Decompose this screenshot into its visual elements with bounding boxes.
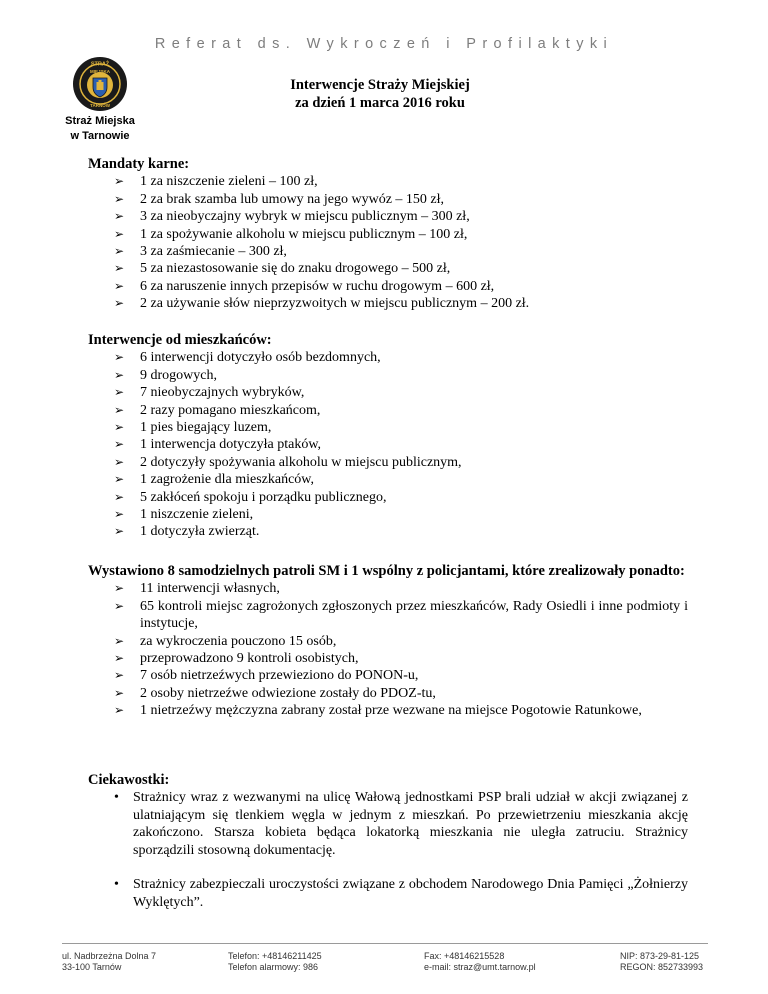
list-item xyxy=(88,702,688,719)
bullet-icon: ➢ xyxy=(114,261,125,276)
department-header: Referat ds. Wykroczeń i Profilaktyki xyxy=(154,36,614,52)
list-item xyxy=(88,243,688,260)
list-item xyxy=(88,523,688,540)
bullet-icon: ➢ xyxy=(114,598,125,613)
bullet-icon: ➢ xyxy=(114,402,125,417)
city-guard-emblem xyxy=(72,56,128,112)
resident-interventions-list xyxy=(88,349,688,540)
list-item xyxy=(88,580,688,597)
list-item xyxy=(88,436,688,453)
list-item xyxy=(88,685,688,702)
resident-interventions-section xyxy=(88,332,688,541)
bullet-icon: ➢ xyxy=(114,581,125,596)
footer-city: 33-100 Tarnów xyxy=(62,962,122,972)
list-item xyxy=(88,384,688,401)
document-title-line2: za dzień 1 marca 2016 roku xyxy=(295,95,465,111)
trivia-section xyxy=(88,772,688,929)
list-item-text: 2 dotyczyły spożywania alkoholu w miejscu publicznym, xyxy=(140,454,462,470)
footer-contact xyxy=(424,951,536,973)
trivia-heading: Ciekawostki: xyxy=(88,772,170,788)
patrols-section xyxy=(88,563,688,720)
list-item xyxy=(88,367,688,384)
list-item xyxy=(88,650,688,667)
bullet-icon: • xyxy=(114,877,119,893)
bullet-icon: ➢ xyxy=(114,437,125,452)
list-item-text: 1 niszczenie zieleni, xyxy=(140,507,254,523)
footer-street: ul. Nadbrzeżna Dolna 7 xyxy=(62,951,157,961)
document-title xyxy=(230,76,530,112)
footer-phones xyxy=(228,951,322,973)
svg-text:TARNÓW: TARNÓW xyxy=(90,103,110,108)
bullet-icon: ➢ xyxy=(114,367,125,382)
list-item xyxy=(88,471,688,488)
footer-registry xyxy=(620,951,703,973)
list-item xyxy=(88,667,688,684)
bullet-icon: ➢ xyxy=(114,278,125,293)
footer-phone: Telefon: +48146211425 xyxy=(228,951,322,961)
trivia-list xyxy=(88,789,688,911)
bullet-icon: ➢ xyxy=(114,209,125,224)
list-item xyxy=(88,173,688,190)
bullet-icon: ➢ xyxy=(114,385,125,400)
list-item xyxy=(88,295,688,312)
footer-email: e-mail: straz@umt.tarnow.pl xyxy=(424,962,536,972)
list-item-text: 3 za zaśmiecanie – 300 zł, xyxy=(140,244,287,260)
list-item-text: Strażnicy wraz z wezwanymi na ulicę Wałową jednostkami PSP brali udział w akcji związanej z ulatniającym się tlenkiem węgla w jednym z mieszkań. Po przewietrzeniu mieszkania akcję zakończono. Starsza kobieta będąca lokatorką mieszkania nie uległa zatruciu. Strażnicy sporządzili stosowną dokumentację. xyxy=(133,790,688,858)
organization-name-line1: Straż Miejska xyxy=(65,115,135,127)
list-item xyxy=(88,260,688,277)
bullet-icon: ➢ xyxy=(114,703,125,718)
list-item xyxy=(88,278,688,295)
footer-nip: NIP: 873-29-81-125 xyxy=(620,951,700,961)
list-item xyxy=(88,349,688,366)
bullet-icon: ➢ xyxy=(114,651,125,666)
bullet-icon: ➢ xyxy=(114,633,125,648)
bullet-icon: ➢ xyxy=(114,350,125,365)
list-item xyxy=(88,789,688,859)
list-item-text: 11 interwencji własnych, xyxy=(140,581,280,597)
footer-divider xyxy=(62,943,708,944)
bullet-icon: ➢ xyxy=(114,226,125,241)
bullet-icon: ➢ xyxy=(114,454,125,469)
bullet-icon: ➢ xyxy=(114,296,125,311)
list-item xyxy=(88,633,688,650)
bullet-icon: ➢ xyxy=(114,507,125,522)
organization-name-line2: w Tarnowie xyxy=(70,130,130,142)
footer-alarm-phone: Telefon alarmowy: 986 xyxy=(228,962,319,972)
list-item xyxy=(88,489,688,506)
bullet-icon: ➢ xyxy=(114,524,125,539)
list-item-text: 2 za brak szamba lub umowy na jego wywóz – 150 zł, xyxy=(140,191,445,207)
resident-interventions-heading: Interwencje od mieszkańców: xyxy=(88,332,272,348)
list-item-text: 65 kontroli miejsc zagrożonych zgłoszonych przez mieszkańców, Rady Osiedli i inne podmioty i instytucje, xyxy=(140,598,688,632)
patrols-list xyxy=(88,580,688,719)
list-item-text: 2 osoby nietrzeźwe odwiezione zostały do PDOZ-tu, xyxy=(140,685,436,701)
list-item xyxy=(88,419,688,436)
patrols-heading: Wystawiono 8 samodzielnych patroli SM i 1 wspólny z policjantami, które zrealizowały ponadto: xyxy=(88,563,685,579)
footer-address xyxy=(62,951,156,973)
list-item-text: 6 interwencji dotyczyło osób bezdomnych, xyxy=(140,350,381,366)
list-item xyxy=(88,598,688,633)
list-item-text: Strażnicy zabezpieczali uroczystości związane z obchodem Narodowego Dnia Pamięci „Żołnierzy Wyklętych”. xyxy=(133,877,688,910)
list-item-text: 1 za niszczenie zieleni – 100 zł, xyxy=(140,174,318,190)
list-item xyxy=(88,226,688,243)
svg-text:STRAŻ: STRAŻ xyxy=(90,61,110,68)
bullet-icon: ➢ xyxy=(114,489,125,504)
list-item-text: 1 dotyczyła zwierząt. xyxy=(140,524,260,540)
bullet-icon: ➢ xyxy=(114,685,125,700)
bullet-icon: ➢ xyxy=(114,174,125,189)
list-item-text: 9 drogowych, xyxy=(140,367,217,383)
list-item-text: 2 razy pomagano mieszkańcom, xyxy=(140,402,321,418)
list-item xyxy=(88,191,688,208)
list-item-text: 7 nieobyczajnych wybryków, xyxy=(140,385,305,401)
organization-name xyxy=(48,114,152,144)
bullet-icon: ➢ xyxy=(114,420,125,435)
svg-text:MIEJSKA: MIEJSKA xyxy=(89,69,111,74)
list-item-text: 5 za niezastosowanie się do znaku drogowego – 500 zł, xyxy=(140,261,451,277)
list-item xyxy=(88,506,688,523)
footer-regon: REGON: 852733993 xyxy=(620,962,704,972)
list-item-text: 1 pies biegający luzem, xyxy=(140,420,272,436)
fines-heading: Mandaty karne: xyxy=(88,156,190,172)
list-item-text: 1 interwencja dotyczyła ptaków, xyxy=(140,437,322,453)
list-item-text: 3 za nieobyczajny wybryk w miejscu publicznym – 300 zł, xyxy=(140,209,470,225)
list-item-text: za wykroczenia pouczono 15 osób, xyxy=(140,633,337,649)
bullet-icon: ➢ xyxy=(114,191,125,206)
list-item-text: 6 za naruszenie innych przepisów w ruchu drogowym – 600 zł, xyxy=(140,278,495,294)
list-item-text: 2 za używanie słów nieprzyzwoitych w miejscu publicznym – 200 zł. xyxy=(140,296,530,312)
list-item xyxy=(88,208,688,225)
list-item-text: 1 nietrzeźwy mężczyzna zabrany został prze wezwane na miejsce Pogotowie Ratunkowe, xyxy=(140,703,642,719)
bullet-icon: • xyxy=(114,790,119,806)
bullet-icon: ➢ xyxy=(114,472,125,487)
list-item xyxy=(88,402,688,419)
list-item-text: 5 zakłóceń spokoju i porządku publicznego, xyxy=(140,489,387,505)
bullet-icon: ➢ xyxy=(114,668,125,683)
list-item-text: 1 zagrożenie dla mieszkańców, xyxy=(140,472,315,488)
document-title-line1: Interwencje Straży Miejskiej xyxy=(290,77,470,93)
bullet-icon: ➢ xyxy=(114,244,125,259)
list-item-text: 7 osób nietrzeźwych przewieziono do PONON-u, xyxy=(140,668,419,684)
footer-fax: Fax: +48146215528 xyxy=(424,951,505,961)
fines-list xyxy=(88,173,688,312)
list-item xyxy=(88,454,688,471)
list-item-text: 1 za spożywanie alkoholu w miejscu publicznym – 100 zł, xyxy=(140,226,468,242)
list-item-text: przeprowadzono 9 kontroli osobistych, xyxy=(140,651,359,667)
fines-section xyxy=(88,156,688,313)
list-item xyxy=(88,876,688,911)
